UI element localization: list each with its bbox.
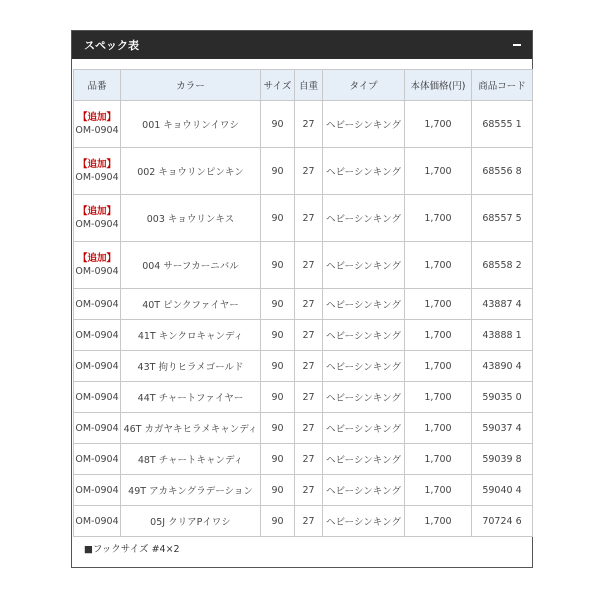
table-row [74,195,533,242]
cell-size: 90 [261,195,295,242]
cell-size: 90 [261,101,295,148]
cell-size: 90 [261,382,295,413]
table-header-row [74,70,533,101]
cell-weight: 27 [295,195,323,242]
cell-item-no: OM-0904 [74,320,121,351]
cell-color: 40T ピンクファイヤー [121,289,261,320]
table-row [74,148,533,195]
cell-color: 44T チャートファイヤー [121,382,261,413]
cell-price: 1,700 [405,148,472,195]
cell-price: 1,700 [405,444,472,475]
cell-product-code: 59040 4 [472,475,533,506]
new-badge: 【追加】 [77,159,116,170]
table-row [74,101,533,148]
cell-price: 1,700 [405,195,472,242]
cell-size: 90 [261,242,295,289]
cell-color: 43T 拘りヒラメゴールド [121,351,261,382]
cell-item-no: OM-0904 [74,506,121,537]
cell-product-code: 59035 0 [472,382,533,413]
cell-item-no [74,195,121,242]
cell-color: 46T カガヤキヒラメキャンディ [121,413,261,444]
item-code: OM-0904 [75,172,119,183]
cell-price: 1,700 [405,475,472,506]
table-row [74,289,533,320]
cell-price: 1,700 [405,289,472,320]
cell-product-code: 68558 2 [472,242,533,289]
cell-color: 001 キョウリンイワシ [121,101,261,148]
cell-size: 90 [261,506,295,537]
table-row [74,475,533,506]
cell-item-no: OM-0904 [74,444,121,475]
cell-color: 003 キョウリンキス [121,195,261,242]
column-header-item-no: 品番 [74,70,121,101]
cell-item-no: OM-0904 [74,382,121,413]
cell-color: 05J クリアPイワシ [121,506,261,537]
cell-weight: 27 [295,351,323,382]
cell-item-no [74,148,121,195]
column-header-color: カラー [121,70,261,101]
table-row [74,413,533,444]
new-badge: 【追加】 [77,112,116,123]
cell-type: ヘビーシンキング [323,195,405,242]
cell-weight: 27 [295,382,323,413]
cell-weight: 27 [295,444,323,475]
table-row [74,382,533,413]
cell-size: 90 [261,289,295,320]
cell-weight: 27 [295,242,323,289]
cell-type: ヘビーシンキング [323,444,405,475]
cell-type: ヘビーシンキング [323,289,405,320]
column-header-weight: 自重 [295,70,323,101]
cell-price: 1,700 [405,351,472,382]
cell-color: 49T アカキングラデーション [121,475,261,506]
hook-size-note: ■フックサイズ #4×2 [84,544,180,555]
cell-color: 41T キンクロキャンディ [121,320,261,351]
cell-product-code: 43887 4 [472,289,533,320]
table-row [74,320,533,351]
column-header-size: サイズ [261,70,295,101]
column-header-price: 本体価格(円) [405,70,472,101]
cell-price: 1,700 [405,506,472,537]
cell-price: 1,700 [405,101,472,148]
item-code: OM-0904 [75,266,119,277]
cell-color: 002 キョウリンピンキン [121,148,261,195]
cell-weight: 27 [295,413,323,444]
cell-weight: 27 [295,506,323,537]
cell-item-no: OM-0904 [74,289,121,320]
cell-product-code: 59037 4 [472,413,533,444]
table-row [74,351,533,382]
cell-item-no [74,101,121,148]
cell-size: 90 [261,320,295,351]
cell-product-code: 68555 1 [472,101,533,148]
minus-icon [513,44,521,46]
cell-price: 1,700 [405,320,472,351]
cell-weight: 27 [295,101,323,148]
new-badge: 【追加】 [77,206,116,217]
cell-price: 1,700 [405,413,472,444]
cell-color: 004 サーフカーニバル [121,242,261,289]
cell-weight: 27 [295,148,323,195]
cell-weight: 27 [295,289,323,320]
cell-weight: 27 [295,475,323,506]
cell-type: ヘビーシンキング [323,351,405,382]
cell-type: ヘビーシンキング [323,506,405,537]
cell-item-no: OM-0904 [74,475,121,506]
cell-type: ヘビーシンキング [323,148,405,195]
cell-type: ヘビーシンキング [323,413,405,444]
column-header-type: タイプ [323,70,405,101]
cell-type: ヘビーシンキング [323,320,405,351]
cell-product-code: 43890 4 [472,351,533,382]
item-code: OM-0904 [75,219,119,230]
cell-product-code: 59039 8 [472,444,533,475]
cell-item-no: OM-0904 [74,413,121,444]
cell-product-code: 43888 1 [472,320,533,351]
cell-product-code: 70724 6 [472,506,533,537]
cell-weight: 27 [295,320,323,351]
cell-type: ヘビーシンキング [323,242,405,289]
cell-size: 90 [261,444,295,475]
spec-table [73,69,533,537]
column-header-product-code: 商品コード [472,70,533,101]
cell-type: ヘビーシンキング [323,382,405,413]
item-code: OM-0904 [75,125,119,136]
cell-size: 90 [261,413,295,444]
collapse-button[interactable] [512,40,522,50]
cell-size: 90 [261,475,295,506]
cell-type: ヘビーシンキング [323,101,405,148]
cell-product-code: 68557 5 [472,195,533,242]
cell-type: ヘビーシンキング [323,475,405,506]
panel-title: スペック表 [84,39,139,52]
new-badge: 【追加】 [77,253,116,264]
spec-table-wrapper [73,69,532,537]
cell-size: 90 [261,148,295,195]
table-row [74,444,533,475]
panel-header [72,31,532,59]
cell-size: 90 [261,351,295,382]
table-row [74,506,533,537]
table-row [74,242,533,289]
cell-color: 48T チャートキャンディ [121,444,261,475]
cell-price: 1,700 [405,242,472,289]
cell-price: 1,700 [405,382,472,413]
spec-panel [71,30,533,568]
cell-product-code: 68556 8 [472,148,533,195]
cell-item-no: OM-0904 [74,351,121,382]
cell-item-no [74,242,121,289]
